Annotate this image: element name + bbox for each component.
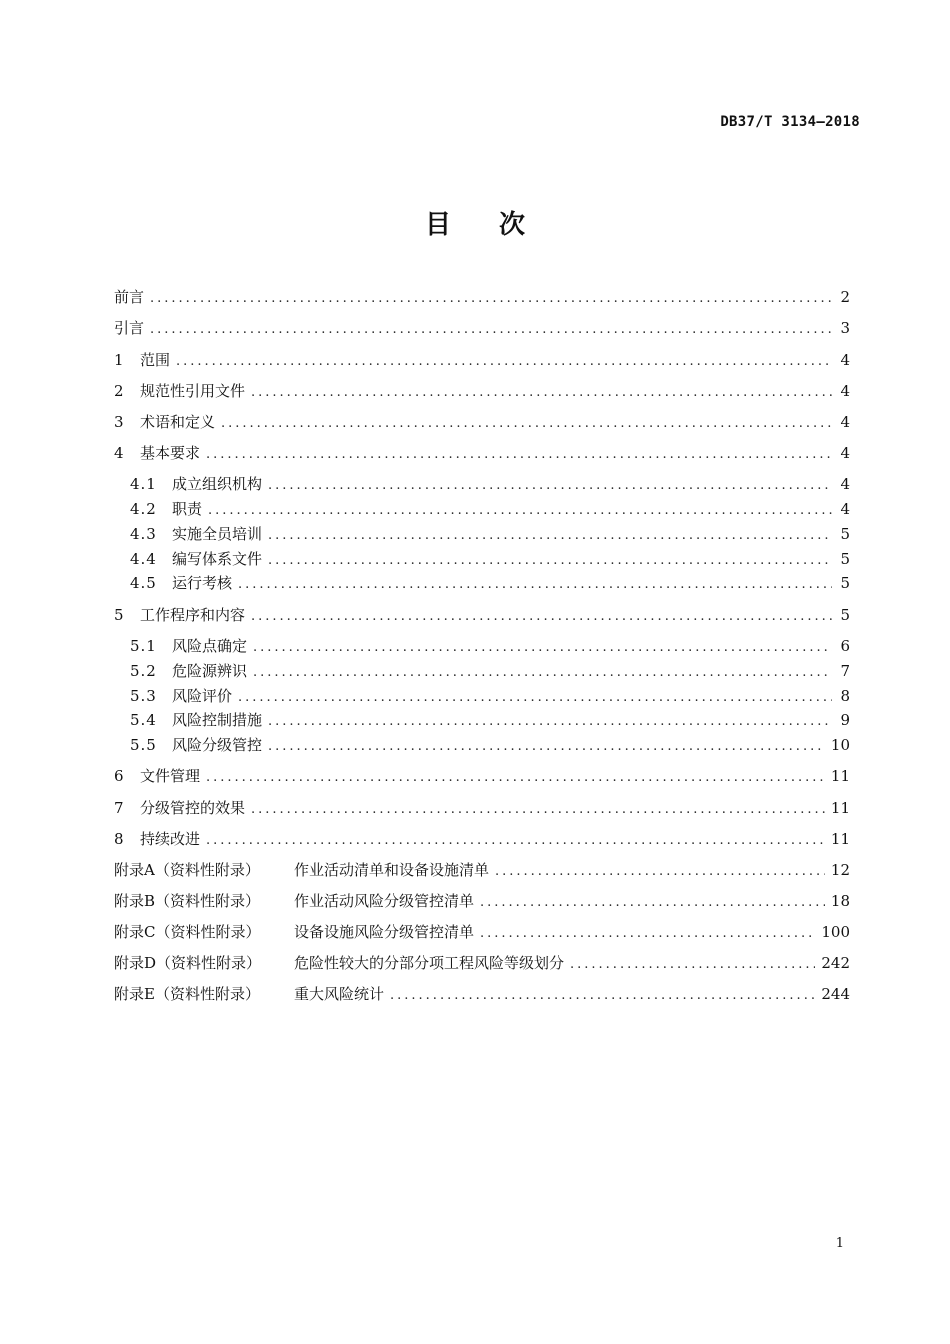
toc-entry-page: 3 (840, 319, 850, 337)
toc-appendix-entry[interactable] (114, 921, 850, 943)
toc-entry-number: 4.2 (130, 500, 157, 518)
toc-entry-page: 8 (840, 687, 850, 705)
toc-entry-page: 5 (840, 525, 850, 543)
toc-leader-dots (268, 736, 825, 758)
toc-entry-label: 职责 (172, 500, 203, 518)
toc-entry-label: 编写体系文件 (172, 550, 263, 568)
toc-appendix-tag: 附录A（资料性附录） (114, 861, 260, 879)
toc-leader-dots (206, 444, 832, 466)
toc-entry-number: 4.4 (130, 550, 157, 568)
toc-subentry[interactable] (130, 635, 850, 657)
toc-entry-label: 危险性较大的分部分项工程风险等级划分 (294, 954, 565, 972)
toc-subentry[interactable] (130, 660, 850, 682)
toc-entry-label: 风险分级管控 (172, 736, 263, 754)
toc-leader-dots (268, 550, 832, 572)
toc-entry-label: 风险点确定 (172, 637, 248, 655)
toc-leader-dots (150, 319, 832, 341)
toc-subentry[interactable] (130, 498, 850, 520)
toc-entry-page: 4 (840, 382, 850, 400)
toc-entry-number: 4.3 (130, 525, 157, 543)
toc-entry-label: 前言 (114, 288, 145, 306)
toc-entry-label: 作业活动风险分级管控清单 (294, 892, 475, 910)
toc-entry-label: 工作程序和内容 (140, 606, 246, 624)
toc-entry-page: 4 (840, 444, 850, 462)
toc-entry-page: 5 (840, 606, 850, 624)
toc-subentry[interactable] (130, 473, 850, 495)
toc-entry-number: 4.1 (130, 475, 157, 493)
toc-entry-label: 危险源辨识 (172, 662, 248, 680)
page-title: 目次 (424, 210, 573, 240)
toc-entry-page: 244 (821, 985, 850, 1003)
toc-leader-dots (268, 475, 832, 497)
toc-entry-page: 4 (840, 475, 850, 493)
toc-appendix-entry[interactable] (114, 952, 850, 974)
toc-entry-page: 10 (830, 736, 850, 754)
toc-leader-dots (206, 830, 825, 852)
toc-entry[interactable] (114, 349, 850, 371)
toc-entry-page: 242 (821, 954, 850, 972)
toc-entry-label: 引言 (114, 319, 145, 337)
toc-entry-number: 7 (114, 799, 124, 817)
toc-entry[interactable] (114, 286, 850, 308)
toc-entry-page: 5 (840, 550, 850, 568)
toc-entry-page: 4 (840, 500, 850, 518)
toc-entry-page: 5 (840, 574, 850, 592)
toc-entry-label: 重大风险统计 (294, 985, 385, 1003)
toc-entry-page: 7 (840, 662, 850, 680)
toc-entry[interactable] (114, 442, 850, 464)
toc-leader-dots (251, 382, 832, 404)
toc-entry-number: 8 (114, 830, 124, 848)
toc-entry-number: 5.3 (130, 687, 157, 705)
toc-leader-dots (253, 637, 832, 659)
toc-entry-number: 2 (114, 382, 124, 400)
toc-leader-dots (268, 711, 832, 733)
toc-entry-label: 文件管理 (140, 767, 201, 785)
toc-subentry[interactable] (130, 548, 850, 570)
toc-leader-dots (150, 288, 832, 310)
toc-entry-number: 3 (114, 413, 124, 431)
toc-subentry[interactable] (130, 685, 850, 707)
toc-entry[interactable] (114, 797, 850, 819)
toc-entry-label: 基本要求 (140, 444, 201, 462)
toc-leader-dots (253, 662, 832, 684)
toc-entry-label: 术语和定义 (140, 413, 216, 431)
toc-leader-dots (495, 861, 825, 883)
toc-appendix-tag: 附录D（资料性附录） (114, 954, 262, 972)
toc-entry-label: 运行考核 (172, 574, 233, 592)
toc-entry[interactable] (114, 828, 850, 850)
toc-entry-page: 4 (840, 351, 850, 369)
toc-entry-number: 1 (114, 351, 124, 369)
toc-leader-dots (208, 500, 832, 522)
toc-entry-number: 5 (114, 606, 124, 624)
toc-entry-page: 2 (840, 288, 850, 306)
toc-entry-number: 5.1 (130, 637, 157, 655)
toc-entry-page: 4 (840, 413, 850, 431)
toc-leader-dots (251, 799, 825, 821)
toc-entry-page: 11 (830, 767, 850, 785)
toc-leader-dots (570, 954, 815, 976)
toc-entry-label: 设备设施风险分级管控清单 (294, 923, 475, 941)
toc-entry-page: 100 (821, 923, 850, 941)
toc-entry[interactable] (114, 380, 850, 402)
toc-entry-label: 规范性引用文件 (140, 382, 246, 400)
toc-entry[interactable] (114, 765, 850, 787)
toc-entry[interactable] (114, 411, 850, 433)
toc-leader-dots (251, 606, 832, 628)
toc-entry[interactable] (114, 317, 850, 339)
toc-entry-number: 5.5 (130, 736, 157, 754)
toc-entry-page: 11 (830, 799, 850, 817)
toc-entry-number: 4 (114, 444, 124, 462)
toc-subentry[interactable] (130, 734, 850, 756)
toc-entry-label: 风险控制措施 (172, 711, 263, 729)
toc-appendix-tag: 附录B（资料性附录） (114, 892, 261, 910)
toc-appendix-entry[interactable] (114, 859, 850, 881)
toc-entry-label: 范围 (140, 351, 171, 369)
toc-entry-page: 12 (830, 861, 850, 879)
toc-appendix-entry[interactable] (114, 983, 850, 1005)
toc-leader-dots (176, 351, 832, 373)
toc-leader-dots (268, 525, 832, 547)
toc-appendix-tag: 附录C（资料性附录） (114, 923, 261, 941)
toc-leader-dots (480, 923, 815, 945)
toc-appendix-entry[interactable] (114, 890, 850, 912)
footer-page-number: 1 (835, 1236, 844, 1251)
toc-entry-number: 4.5 (130, 574, 157, 592)
toc-entry-page: 18 (830, 892, 850, 910)
toc-entry-label: 持续改进 (140, 830, 201, 848)
toc-leader-dots (221, 413, 832, 435)
toc-entry-label: 风险评价 (172, 687, 233, 705)
toc-subentry[interactable] (130, 572, 850, 594)
toc-entry-number: 6 (114, 767, 124, 785)
toc-subentry[interactable] (130, 523, 850, 545)
toc-entry-page: 9 (840, 711, 850, 729)
toc-leader-dots (206, 767, 825, 789)
toc-leader-dots (238, 687, 832, 709)
toc-entry-label: 作业活动清单和设备设施清单 (294, 861, 490, 879)
toc-entry-label: 成立组织机构 (172, 475, 263, 493)
toc-appendix-tag: 附录E（资料性附录） (114, 985, 260, 1003)
toc-leader-dots (390, 985, 815, 1007)
toc-entry-label: 分级管控的效果 (140, 799, 246, 817)
toc-leader-dots (480, 892, 825, 914)
toc-entry-number: 5.4 (130, 711, 157, 729)
document-code: DB37/T 3134—2018 (720, 114, 860, 130)
toc-entry-number: 5.2 (130, 662, 157, 680)
toc-subentry[interactable] (130, 709, 850, 731)
toc-entry-page: 6 (840, 637, 850, 655)
toc-entry[interactable] (114, 604, 850, 626)
toc-entry-label: 实施全员培训 (172, 525, 263, 543)
toc-leader-dots (238, 574, 832, 596)
toc-entry-page: 11 (830, 830, 850, 848)
